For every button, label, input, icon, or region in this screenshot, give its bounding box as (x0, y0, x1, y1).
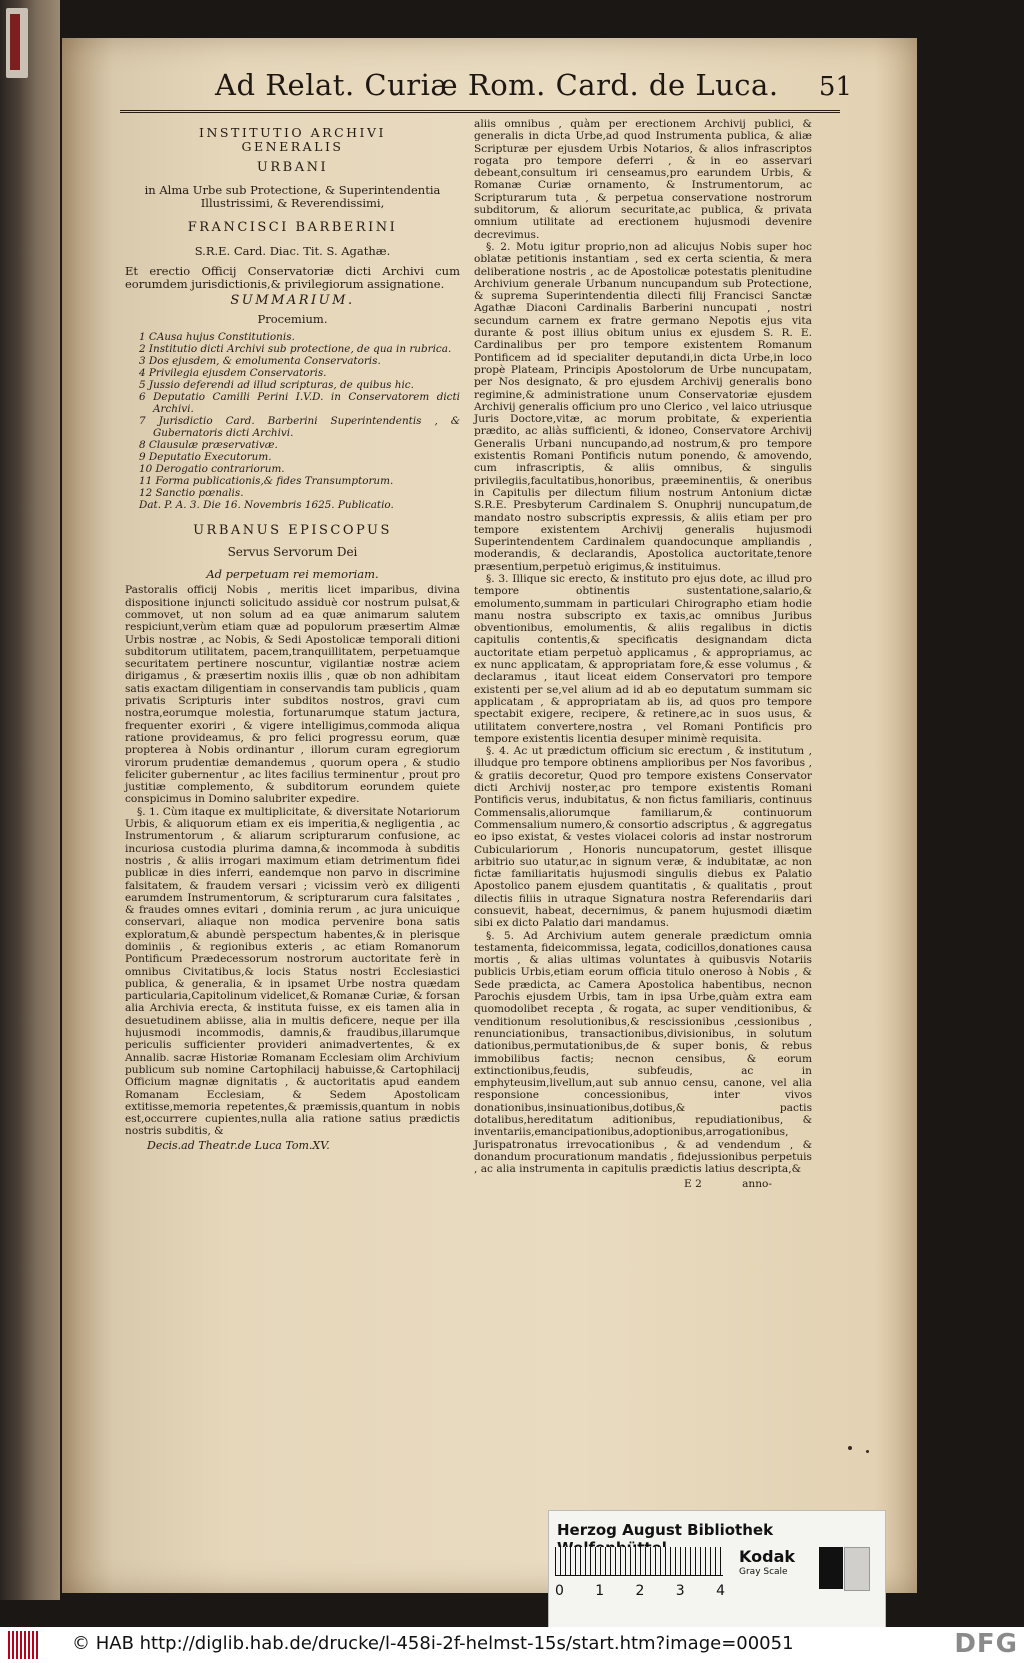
shelfmark-strip (6, 8, 28, 78)
summary-item: 1 CAusa hujus Constitutionis. (139, 331, 295, 344)
summary-item: 2 Institutio dicti Archivi sub protectione, de qua in rubrica. (139, 343, 452, 356)
ruler-number: 0 (555, 1583, 564, 1599)
page-foot (474, 1178, 812, 1192)
catchword: anno- (742, 1177, 772, 1190)
summary-item: 6 Deputatio Camilli Perini I.V.D. in Conservatorem dicti Archivi. (139, 391, 460, 416)
heading-institutio: INSTITUTIO ARCHIVI GENERALIS (199, 125, 386, 154)
page-number: 51 (818, 72, 852, 102)
heading-cardinal: S.R.E. Card. Diac. Tit. S. Agathæ. (194, 243, 391, 258)
summary-item: 5 Jussio deferendi ad illud scripturas, de quibus hic. (139, 379, 414, 392)
section-3-paragraph: §. 3. Illique sic erecto, & instituto pro ejus dote, ac illud pro tempore obtinentis sustentatione,salario,& emolumento,summam in particulari Chirographo etiam hodie manu nostra subscripto ex taxis,ac omnibus Juribus obventionibus, emolumentis, & aliis regalibus in dictis capitulis contentis,& specificatis designandam dicta auctoritate etiam perpetuò applicamus , & appropriamus, ac ex nunc applicatam, & appropriatam fore,& esse volumus , & declaramus , itaut liceat eidem Conservatori pro tempore existenti per se,vel alium ad id ab eo deputatum summam sic applicatam , & appropriatam ab iis, ad quos pro tempore spectabit exigere, recipere, & retinere,ac in suos usus, & utilitatem convertere,nostra , vel Romani Pontificis pro tempore existentis licentia desuper minimè requisita. (474, 572, 812, 745)
section-4-paragraph: §. 4. Ac ut prædictum officium sic erectum , & institutum , illudque pro tempore obtinens amplioribus per Nos favoribus , & gratiis decoretur, Quod pro tempore existens Conservator dicti Archivij noster,ac pro tempore existentis Romani Pontificis verus, indubitatus, & non fictus familiaris, continuus Commensalis,aliorumque familiarum,& continuorum Commensalium numero,& consortio adscriptus , & aggregatus eo ipso existat, & vestes violacei coloris ad instar nostrorum Cubiculariorum , Honoris nuncupatorum, gestet illisque arbitrio suo utatur,ac in signum veræ, & indubitatæ, ac non fictæ familiaritatis hujusmodi singulis diebus ex Palatio Apostolico panem ejusdem quantitatis , & qualitatis , prout dilectis filiis in utraque Signatura nostra Referendariis dari consuevit, habeat, decernimus, & panem hujusmodi diætim sibi ex dicto Palatio dari mandamus. (474, 745, 812, 930)
gray-patch (844, 1547, 870, 1591)
prooemium-heading: Procemium. (257, 312, 328, 327)
book-left-edge (0, 0, 60, 1600)
section-1-paragraph: §. 1. Cùm itaque ex multiplicitate, & diversitate Notariorum Urbis, & aliquorum etiam ex eis imperitia,& negligentia , ac Instrumentorum , & aliarum scripturarum confusione, ac incuriosa custodia plurima damna,& incommoda à subditis nostris , & aliis irrogari maximum etiam detrimentum fidei publicæ in dies inferri, eandemque non parvo in discrimine falsitatem, & fraudem versari ; vicissim verò ex diligenti earumdem Instrumentorum, & scripturarum cura falsitates , & fraudes omnes evitari , dominia rerum , ac jura unicuique conservari, aliaque non modica pervenire bona satis exploratum,& abundè perspectum habentes,& in plerisque dominiis , & regionibus exteris , ac etiam Romanorum Pontificum Prædecessorum nostrorum auctoritate ferè in omnibus Civitatibus,& locis Status nostri Ecclesiastici publica, & generalia, & in ipsamet Urbe nostra quædam particularia,Capitolinum videlicet,& Romanæ Curiæ, & forsan alia Archivia erecta, & instituta fuisse, ex eis tamen alia in desuetudinem abiisse, alia in multis deficere, neque per illa hujusmodi incommodis, damnis,& fraudibus,illarumque periculis sufficienter provideri animadvertentes, & ex Annalib. sacræ Historiæ Romanam Ecclesiam olim Archivium publicum sub nomine Cartophilacij habuisse,& Cartophilacij Officium magnæ dignitatis , & auctoritatis apud eandem Romanam Ecclesiam, & Sedem Apostolicam extitisse,memoria repetentes,& præmissis,quantum in nobis est,occurrere cupientes,nulla alia ratione satius prædictis nostris subditis, & (125, 805, 460, 1138)
left-column (125, 126, 460, 1152)
heading-protection: in Alma Urbe sub Protectione, & Superintendentia Illustrissimi, & Reverendissimi, (144, 183, 441, 211)
ink-speck (848, 1446, 852, 1450)
summary-item: 8 Clausulæ præservativæ. (139, 439, 278, 452)
ruler-scale (555, 1547, 723, 1576)
running-header (120, 68, 852, 113)
summary-item: 3 Dos ejusdem, & emolumenta Conservatoris. (139, 355, 381, 368)
barcode-icon (8, 1631, 40, 1659)
ruler-number: 2 (635, 1583, 645, 1599)
heading-barberini: FRANCISCI BARBERINI (187, 220, 398, 236)
ink-speck (866, 1450, 869, 1453)
summary-item: 10 Derogatio contrariorum. (139, 463, 285, 476)
urbanus-heading: URBANUS EPISCOPUS (193, 523, 392, 539)
footer-bar (0, 1627, 1024, 1663)
color-calibration-label (548, 1510, 886, 1637)
dfg-logo: DFG (954, 1629, 1018, 1659)
library-name: Herzog August Bibliothek (557, 1521, 774, 1539)
gray-scale-caption: Gray Scale (739, 1567, 788, 1577)
summary-item: 11 Forma publicationis,& fides Transumptorum. (139, 475, 394, 488)
heading-urbani: URBANI (256, 160, 329, 175)
summary-item: 7 Jurisdictio Card. Barberini Superintendentis , & Gubernatoris dicti Archivi. (139, 415, 460, 440)
ruler-number: 1 (595, 1583, 605, 1599)
signature-mark: E 2 (684, 1177, 702, 1190)
catchline-volume: Decis.ad Theatr.de Luca Tom.XV. (147, 1138, 330, 1152)
memoriam-line: Ad perpetuam rei memoriam. (206, 567, 379, 582)
ruler-number: 4 (716, 1583, 725, 1599)
black-patch (819, 1547, 843, 1589)
kodak-logo: Kodak (739, 1547, 795, 1566)
heading-erectio: Et erectio Officij Conservatoriæ dicti Archivi cum eorumdem jurisdictionis,& privilegiorum assignatione. (125, 263, 460, 291)
summary-item: 12 Sanctio pœnalis. (139, 487, 244, 500)
section-2-paragraph: §. 2. Motu igitur proprio,non ad alicujus Nobis super hoc oblatæ petitionis instantiam , sed ex certa scientia, & mera deliberatione nostris , ac de Apostolicæ potestatis plenitudine Archivium generale Urbanum nuncupandum sub Protectione, & suprema Superintendentia dilecti filij Francisci Sanctæ Agathæ Diaconi Cardinalis Barberini nuncupati , nostri secundum carnem ex fratre germano Nepotis ejus vita durante & post illius obitum unius ex ejusdem S. R. E. Cardinalibus per pro tempore existentem Romanum Pontificem ad id specialiter deputandi,in dicta Urbe,in loco propè Plateam, Principis Apostolorum de Urbe nuncupatam, per Nos designato, & pro ejusdem Archivij generalis bono regimine,& administratione unum Conservatoriæ ejusdem Archivij generalis officium pro uno Clerico , vel laico utriusque Juris Doctore,vitæ, ac morum probitate, & experientia prædito, ac aliàs sufficienti, & idoneo, Conservatore Archivij Generalis Urbani nuncupando,ad nostrum,& pro tempore existentis Romani Pontificis nutum ponendo, & amovendo, cum infrascriptis, & aliis omnibus, & singulis privilegiis,facultatibus,honoribus, præeminentiis, & oneribus in Capitulis per dilectum filium nostrum Antonium dictæ S.R.E. Presbyterum Cardinalem S. Onuphrij nuncupatum,de mandato nostro subscriptis expressis, & aliis etiam per pro tempore existentem Archivij generalis hujusmodi Superintendentem Cardinalem quandocunque ampliandis , moderandis, & declarandis, Apostolica auctoritate,tenore præsentium,perpetuò erigimus,& instituimus. (474, 240, 812, 573)
servus-line: Servus Servorum Dei (227, 544, 358, 559)
preamble-paragraph: Pastoralis officij Nobis , meritis licet imparibus, divina dispositione injuncti solicitudo assiduè cor nostrum pulsat,& commovet, ut non solum ad ea quæ animarum salutem respiciunt,verùm etiam quæ ad populorum præsertim Almæ Urbis nostræ , ac Nobis, & Sedi Apostolicæ temporali ditioni subditorum utilitatem, pacem,tranquillitatem, perpetuamque securitatem pertinere noscuntur, vigilantiæ nostræ aciem dirigamus , & præsertim noxiis illis , quæ ob non adhibitam satis exactam diligentiam in conservandis tam publicis , quam privatis Scripturis inter subditos nostros, gravi cum nostra,eorumque molestia, fortunarumque statum jactura, frequenter exoriri , & vigere intelligimus,commoda aliqua ratione provideamus, & pro felici progressu eorum, quæ propterea à Nobis ordinantur , illorum curam egregiorum virorum prudentiæ demandemus , quorum opera , & studio feliciter gubernentur , ac lites facilius terminentur , prout pro justitiæ complemento, & subditorum eorundem quiete conspicimus in Domino salubriter expedire. (125, 584, 460, 806)
ruler-number: 3 (675, 1583, 685, 1599)
source-url[interactable]: © HAB http://diglib.hab.de/drucke/l-458i-2f-helmst-15s/start.htm?image=00051 (72, 1633, 794, 1654)
right-column (474, 118, 812, 1192)
section-5-paragraph: §. 5. Ad Archivium autem generale prædictum omnia testamenta, fideicommissa, legata, codicillos,donationes causa mortis , & alias ultimas voluntates à quibusvis Notariis publicis Urbis,etiam eorum officia titulo oneroso à Nobis , & Sede prædicta, ac Camera Apostolica habentibus, necnon Parochis ejusdem Urbis, tam in ipsa Urbe,quàm extra eam quomodolibet recepta , & rogata, ac super venditionibus, & venditionum resolutionibus,& rescissionibus ,cessionibus , renunciationibus, transactionibus,divisionibus, in solutum dationibus,permutationibus,de & super bonis, & rebus immobilibus factis; necnon censibus, & eorum extinctionibus,feudis, subfeudis, ac in emphyteusim,livellum,aut sub annuo censu, canone, vel alia responsione concessionibus, inter vivos donationibus,insinuationibus,dotibus,& pactis dotalibus,hereditatum aditionibus, repudiationibus, & inventariis,emancipationibus,adoptionibus,arrogationibus, Jurispatronatus irrevocationibus , & ad vendendum , & donandum procurationum mandatis , fidejussionibus perpetuis , ac alia instrumenta in capitulis prædictis latius descripta,& (474, 929, 812, 1176)
summary-item: 4 Privilegia ejusdem Conservatoris. (139, 367, 327, 380)
summary-item: Dat. P. A. 3. Die 16. Novembris 1625. Publicatio. (139, 499, 394, 512)
kodak-gray-scale (739, 1547, 879, 1595)
summary-list (125, 331, 460, 511)
right-continuation-paragraph: aliis omnibus , quàm per erectionem Archivij publici, & generalis in dicta Urbe,ad quod Instrumenta publica, & aliæ Scripturæ per ejusdem Urbis Notarios, & alios infrascriptos rogata pro tempore deferri , & in eo asservari debeant,consultum iri censeamus,pro earundem Urbis, & Romanæ Curiæ ornamento, & Instrumentorum, ac Scripturarum tuta , & perpetua conservatione nostrorum subditorum, & aliorum securitate,ac publica, & privata omnium utilitate ad erectionem hujusmodi devenire decrevimus. (474, 118, 812, 241)
summary-item: 9 Deputatio Executorum. (139, 451, 272, 464)
running-title: Ad Relat. Curiæ Rom. Card. de Luca. (215, 68, 779, 102)
ruler-numbers (555, 1583, 725, 1599)
summarium-heading: SUMMARIUM. (230, 292, 355, 308)
